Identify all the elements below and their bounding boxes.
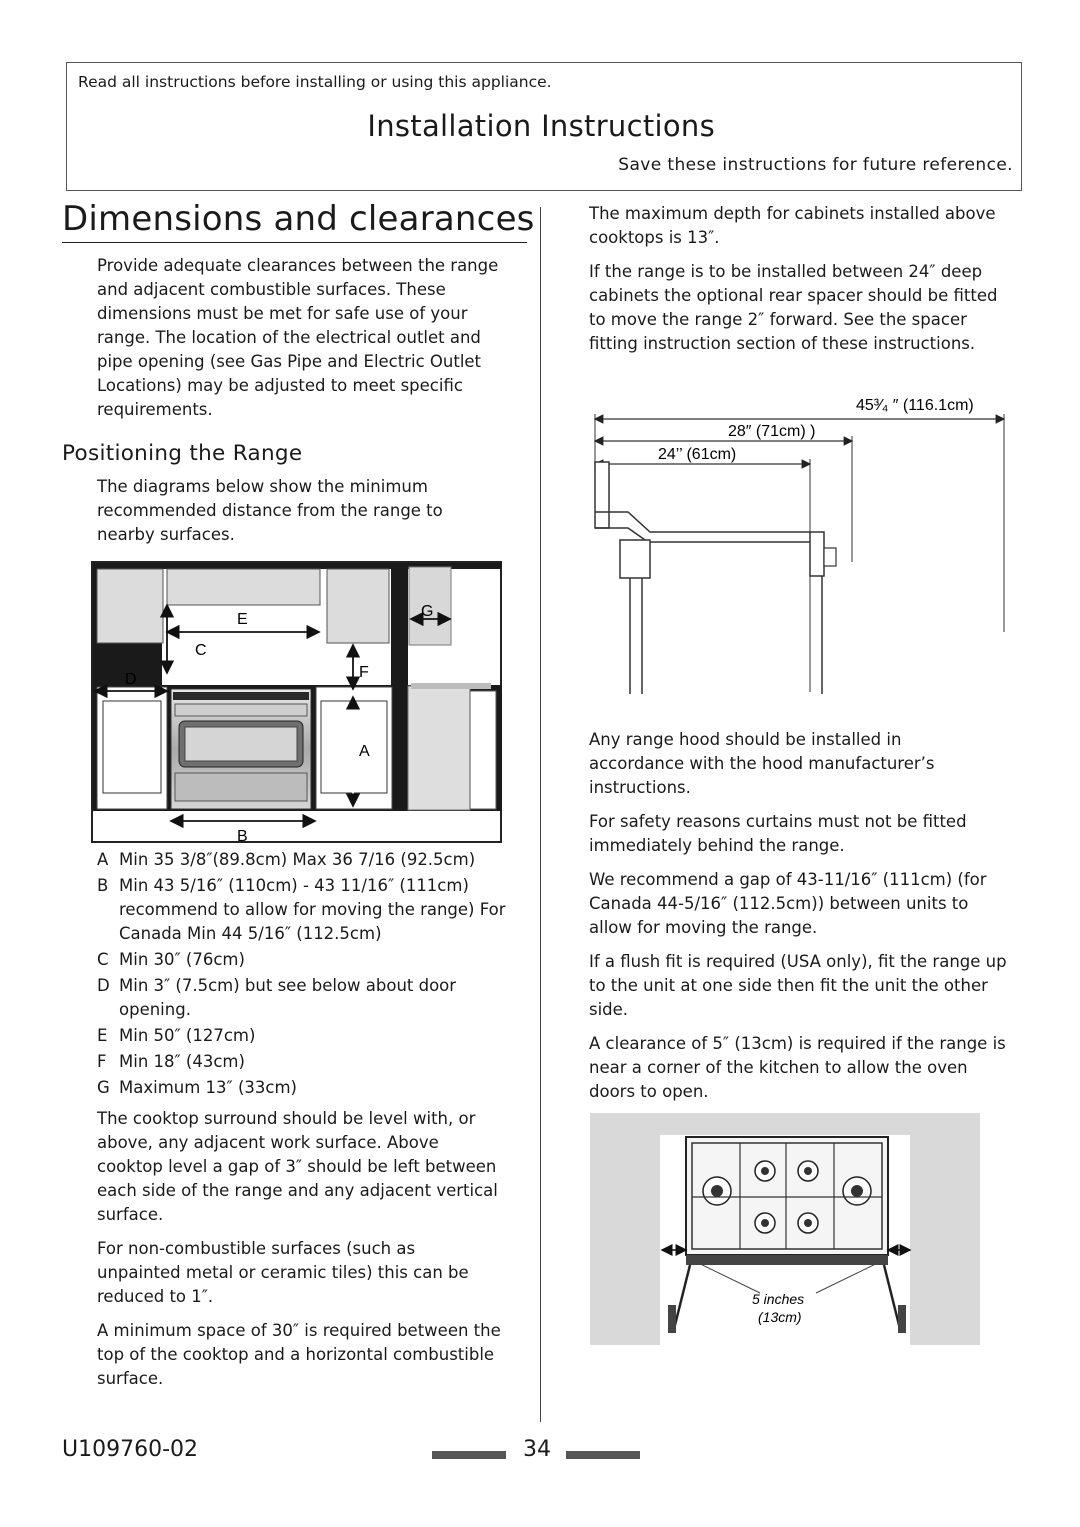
side-depth-diagram — [590, 392, 1010, 704]
depth-label-cabinet: 24’’ (61cm) — [658, 446, 737, 463]
page-title: Dimensions and clearances — [62, 199, 535, 239]
corner-label-cm: (13cm) — [758, 1309, 802, 1325]
spacer-paragraph: If the range is to be installed between 24″ deep cabinets the optional rear spacer should be fitted to move the range 2″ forward. See the spacer fitting instruction section of these instructions. — [589, 262, 998, 353]
legend-item: E Min 50″ (127cm) — [97, 1026, 256, 1045]
curtains-paragraph: For safety reasons curtains must not be fitted immediately behind the range. — [589, 812, 967, 855]
depth-label-range: 28″ (71cm) ) — [728, 423, 816, 440]
diagrams-intro: The diagrams below show the minimum recommended distance from the range to nearby surfaces. — [97, 477, 443, 544]
hood-paragraph: Any range hood should be installed in accordance with the hood manufacturer’s instructions. — [589, 730, 935, 797]
column-divider — [540, 207, 541, 1422]
flush-fit-paragraph: If a flush fit is required (USA only), fit the range up to the unit at one side then fit the unit the other side. — [589, 952, 1007, 1019]
header-title: Installation Instructions — [367, 109, 715, 143]
depth-paragraph: The maximum depth for cabinets installed above cooktops is 13″. — [589, 204, 996, 247]
header-box — [66, 62, 1022, 191]
header-save-note: Save these instructions for future reference. — [618, 155, 1013, 175]
label-c: C — [195, 642, 207, 659]
label-b: B — [237, 828, 248, 843]
title-rule — [62, 242, 527, 243]
level-paragraph: The cooktop surround should be level with, or above, any adjacent work surface. Above cooktop level a gap of 3″ should be left between each side of the range and any adjacent vertical surface. — [97, 1109, 498, 1224]
corner-label-inches: 5 inches — [752, 1291, 805, 1307]
legend-item: A Min 35 3/8″(89.8cm) Max 36 7/16 (92.5cm) — [97, 850, 476, 869]
page-number: 34 — [523, 1437, 551, 1462]
front-clearance-diagram — [91, 561, 502, 843]
label-e: E — [237, 611, 248, 628]
label-g: G — [421, 603, 434, 620]
footer-bar-right — [566, 1451, 640, 1459]
corner-clearance-diagram — [590, 1113, 980, 1345]
header-note: Read all instructions before installing or using this appliance. — [78, 73, 552, 91]
legend-item: D Min 3″ (7.5cm) but see below about door opening. — [97, 976, 457, 1019]
depth-label-overall: 45³⁄₄ ″ (116.1cm) — [856, 397, 974, 414]
non-combustible-paragraph: For non-combustible surfaces (such as unpainted metal or ceramic tiles) this can be reduced to 1″. — [97, 1239, 469, 1306]
legend-item: F Min 18″ (43cm) — [97, 1052, 245, 1071]
gap-paragraph: We recommend a gap of 43-11/16″ (111cm) (for Canada 44-5/16″ (112.5cm)) between units to allow for moving the range. — [589, 870, 987, 937]
legend-item: C Min 30″ (76cm) — [97, 950, 245, 969]
corner-paragraph: A clearance of 5″ (13cm) is required if the range is near a corner of the kitchen to allow the oven doors to open. — [589, 1034, 1006, 1101]
min-space-paragraph: A minimum space of 30″ is required between the top of the cooktop and a horizontal combustible surface. — [97, 1321, 501, 1388]
legend-item: B Min 43 5/16″ (110cm) - 43 11/16″ (111cm) recommend to allow for moving the range) For Canada Min 44 5/16″ (112.5cm) — [97, 876, 506, 943]
document-code: U109760-02 — [62, 1437, 199, 1462]
label-a: A — [359, 743, 370, 760]
label-d: D — [125, 671, 137, 688]
section-heading: Positioning the Range — [62, 441, 303, 466]
dimension-legend — [97, 848, 517, 1102]
legend-item: G Maximum 13″ (33cm) — [97, 1078, 297, 1097]
footer-bar-left — [432, 1451, 506, 1459]
label-f: F — [359, 664, 369, 681]
intro-paragraph: Provide adequate clearances between the range and adjacent combustible surfaces. These dimensions must be met for safe use of your range. The location of the electrical outlet and pipe opening (see Gas Pipe and Electric Outlet Locations) may be adjusted to meet specific requirements. — [97, 256, 499, 419]
